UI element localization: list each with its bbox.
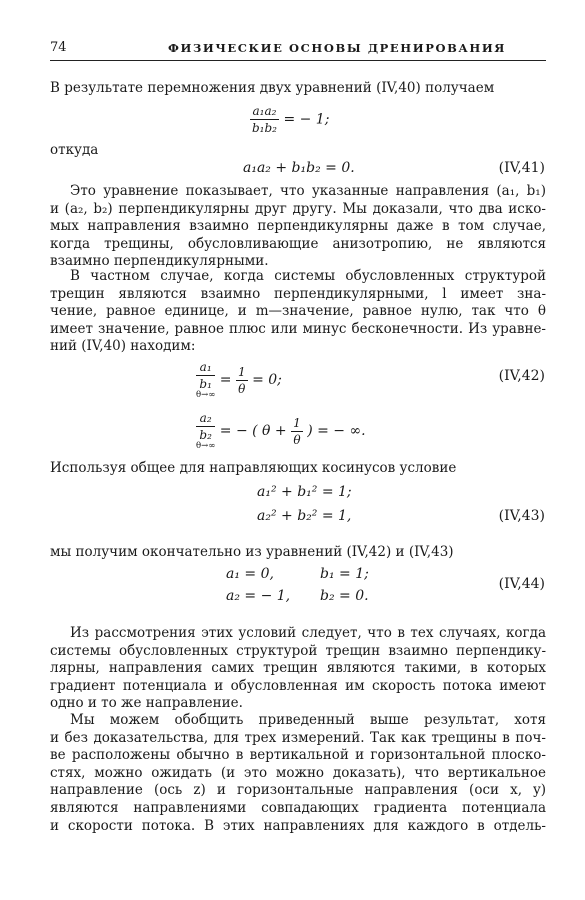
- text-line: стях, можно ожидать (и это можно доказать), что вертикальное: [50, 764, 546, 781]
- running-header: [50, 40, 546, 61]
- fraction-numerator: a₁: [196, 360, 215, 376]
- equation-number: (IV,43): [498, 508, 545, 524]
- page-number: 74: [50, 40, 67, 55]
- running-title: ФИЗИЧЕСКИЕ ОСНОВЫ ДРЕНИРОВАНИЯ: [168, 41, 507, 55]
- equation-iv-43: [0, 484, 585, 528]
- text-line: направление (ось z) и горизонтальные направления (оси x, y): [50, 782, 546, 799]
- text-line: и (a₂, b₂) перпендикулярны друг другу. Мы доказали, что два иско-: [50, 200, 546, 217]
- fraction-a2-over-b2: [196, 411, 215, 451]
- equation-mid: = − ( θ +: [219, 423, 287, 439]
- text-line: лярны, направления самих трещин являются такими, в которых: [50, 660, 546, 677]
- text-line: и скорости потока. В этих направлениях для каждого в отдель-: [50, 817, 546, 834]
- equation-cell: b₁ = 1;: [320, 566, 369, 582]
- text-line: Это уравнение показывает, что указанные направления (a₁, b₁): [70, 183, 546, 199]
- fraction-denominator: b₁: [199, 377, 212, 391]
- text-line: ний (IV,40) находим:: [50, 338, 196, 355]
- text-line: Мы можем обобщить приведенный выше результат, хотя: [70, 712, 546, 728]
- equation-cell: a₂ = − 1,: [226, 588, 291, 604]
- equation-cell: a₁ = 0,: [226, 566, 274, 582]
- equation-number: (IV,44): [498, 576, 545, 592]
- intro-line: В результате перемножения двух уравнений (IV,40) получаем: [50, 80, 495, 96]
- text-line: взаимно перпендикулярными.: [50, 253, 269, 270]
- equation-number: (IV,41): [498, 160, 545, 176]
- text-line: В частном случае, когда системы обусловленных структурой: [70, 268, 546, 284]
- text-line: трещин являются взаимно перпендикулярными, l имеет зна-: [50, 285, 546, 302]
- equation-number: (IV,42): [498, 368, 545, 384]
- fraction-denominator: b₂: [199, 428, 212, 442]
- fraction-numerator: 1: [237, 364, 246, 379]
- fraction-numerator: a₂: [196, 411, 215, 427]
- equation-tail: ) = − ∞.: [307, 423, 366, 439]
- equation-cell: b₂ = 0.: [320, 588, 369, 604]
- text-line: чение, равное единице, и m—значение, равное нулю, так что θ: [50, 303, 546, 320]
- final-line: мы получим окончательно из уравнений (IV,42) и (IV,43): [50, 544, 454, 560]
- equation-rhs: = − 1;: [283, 111, 330, 128]
- equation-iv-42: a₁ b₁ θ→∞ = $\frac{1}{\theta}$ = 0; (IV,42): [196, 360, 545, 400]
- otkuda-line: откуда: [50, 142, 99, 158]
- equation-line-2: a₂² + b₂² = 1,: [257, 508, 352, 524]
- text-line: и без доказательства, для трех измерений. Так как трещины в поч-: [50, 729, 546, 746]
- fraction-denominator: θ: [238, 381, 246, 396]
- fraction-numerator: 1: [293, 415, 301, 430]
- text-line: являются направлениями совпадающих градиента потенциала: [50, 799, 546, 816]
- paragraph-1: [50, 183, 546, 271]
- paragraph-2: [50, 268, 546, 356]
- equation-iv-42b: [196, 411, 366, 451]
- limit-subscript: θ→∞: [196, 441, 216, 451]
- fraction-a-over-b: [250, 104, 279, 135]
- equation-tail: = 0;: [252, 372, 282, 388]
- equation-iv-44: [0, 566, 585, 610]
- equation-text: a₁a₂ + b₁b₂ = 0.: [243, 160, 355, 176]
- fraction-denominator: θ: [293, 432, 301, 447]
- paragraph-4: [50, 712, 546, 835]
- equation-line-1: a₁² + b₁² = 1;: [257, 484, 352, 500]
- fraction-a1-over-b1: [196, 360, 215, 400]
- fraction-one-over-theta: [236, 365, 248, 396]
- text-line: Из рассмотрения этих условий следует, что в тех случаях, когда: [70, 625, 546, 641]
- text-line: когда трещины, обусловливающие анизотропию, не являются: [50, 235, 546, 252]
- text-line: системы обусловленных структурой трещин взаимно перпендику-: [50, 642, 546, 659]
- fraction-denominator: b₁b₂: [252, 121, 277, 135]
- text-line: ве расположены обычно в вертикальной и горизонтальной плоско-: [50, 747, 546, 764]
- text-line: имеет значение, равное плюс или минус бесконечности. Из уравне-: [50, 320, 546, 337]
- using-line: Используя общее для направляющих косинусов условие: [50, 460, 457, 476]
- equation-ratio: [250, 104, 329, 135]
- text-line: мых направления взаимно перпендикулярны даже в том случае,: [50, 218, 546, 235]
- text-line: градиент потенциала и обусловленная им скорость потока имеют: [50, 677, 546, 694]
- paragraph-3: [50, 625, 546, 713]
- text-line: одно и то же направление.: [50, 695, 243, 712]
- fraction-numerator: a₁a₂: [250, 104, 279, 120]
- fraction-one-over-theta-inner: [291, 416, 303, 447]
- limit-subscript: θ→∞: [196, 390, 216, 400]
